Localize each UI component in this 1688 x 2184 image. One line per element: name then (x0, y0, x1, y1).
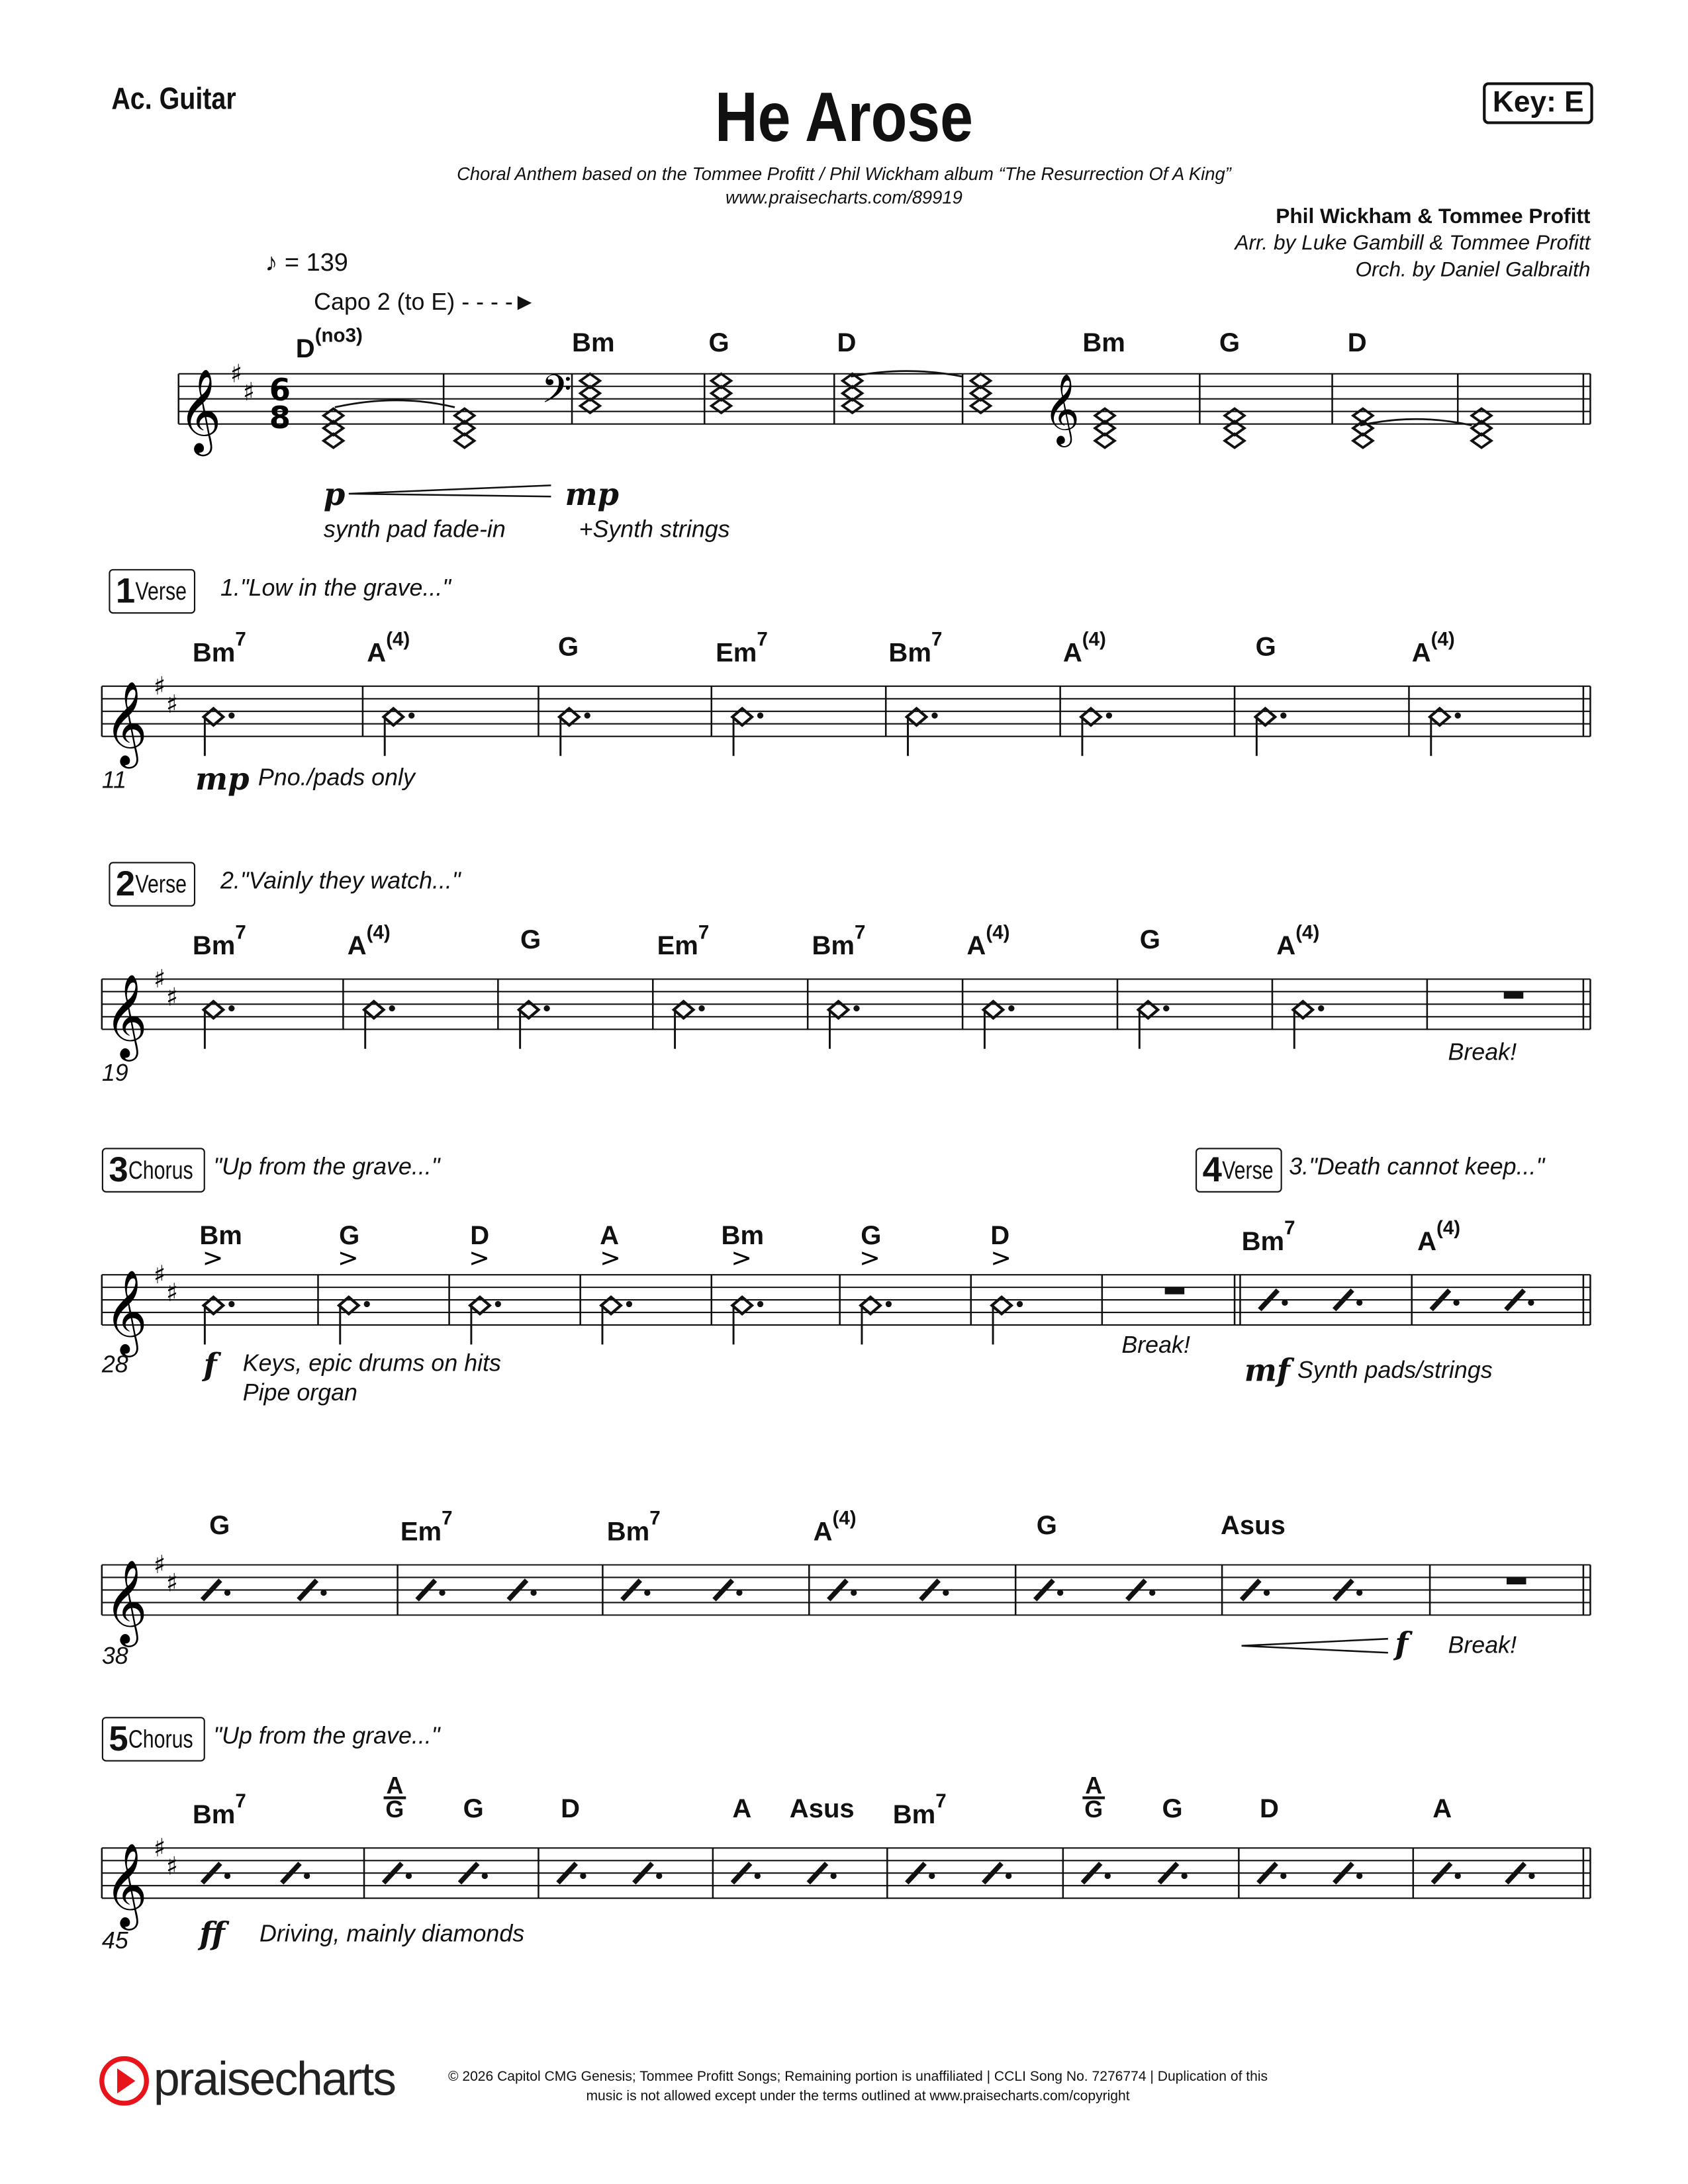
chord-symbol (470, 1222, 489, 1252)
dot (224, 1873, 230, 1879)
chord-symbol (1348, 329, 1367, 359)
section-number: 2 (115, 864, 136, 903)
treble-clef-icon: 𝄞 (105, 680, 148, 765)
chord-symbol (732, 1795, 751, 1825)
chord-symbol (813, 1506, 857, 1548)
chord-symbol (812, 920, 866, 962)
section-number: 4 (1202, 1150, 1222, 1189)
slash-chord (1082, 1772, 1105, 1823)
arranger: Arr. by Luke Gambill & Tommee Profitt (1235, 231, 1591, 255)
dot (931, 712, 937, 718)
play-logo-icon (98, 2054, 151, 2107)
dot (698, 1005, 704, 1011)
lyric-cue: "Up from the grave..." (213, 1722, 440, 1749)
chord-symbol (400, 1506, 453, 1548)
chord-name: Em (400, 1518, 442, 1547)
chord-symbol (1417, 1216, 1461, 1258)
chord-name: Asus (789, 1795, 855, 1825)
dot (736, 1590, 742, 1596)
chord-name: A (1411, 639, 1431, 669)
chord-name: G (861, 1222, 882, 1251)
chord-extension: 7 (855, 920, 866, 943)
chord-symbol (1037, 1512, 1057, 1542)
capo-text: Capo 2 (to E) (314, 289, 455, 316)
chord-extension: (4) (366, 920, 391, 943)
chord-name: A (367, 639, 387, 669)
dot (757, 712, 763, 718)
measure-number: 11 (101, 767, 127, 794)
chord-extension: (4) (1295, 920, 1320, 943)
chord-name: Bm (812, 932, 855, 962)
dot (1453, 1300, 1459, 1306)
performance-note: Break! (1448, 1039, 1517, 1066)
chord-name: Bm (892, 1801, 936, 1831)
chord-symbol (1221, 1512, 1286, 1542)
dot (1455, 712, 1461, 718)
dot (1528, 1873, 1534, 1879)
lyric-cue: 1."Low in the grave..." (220, 574, 451, 602)
chord-symbol (722, 1222, 765, 1252)
chord-symbol (892, 1789, 947, 1831)
treble-clef-icon: 𝄞 (105, 1842, 148, 1927)
sharp-icon: ♯ (165, 1278, 179, 1308)
key-badge: Key: E (1483, 82, 1593, 124)
chord-name: A (966, 932, 986, 962)
lyric-cue: 2."Vainly they watch..." (220, 867, 461, 894)
chord-symbol (520, 926, 541, 956)
dot (1006, 1873, 1011, 1879)
chord-name: G (1162, 1795, 1183, 1825)
dot (1318, 1005, 1324, 1011)
dot (1008, 1005, 1014, 1011)
performance-note: Keys, epic drums on hits (242, 1349, 501, 1377)
chord-symbol (790, 1795, 855, 1825)
chord-symbol (192, 627, 246, 670)
dot (656, 1873, 662, 1879)
dot (1105, 1873, 1111, 1879)
chord-extension: (4) (832, 1506, 857, 1529)
chord-name: A (1062, 639, 1082, 669)
dot (1280, 1873, 1286, 1879)
chord-symbol (209, 1512, 230, 1542)
performance-note: synth pad fade-in (323, 516, 506, 543)
chord-symbol (347, 920, 391, 962)
dot (585, 712, 590, 718)
sharp-icon: ♯ (153, 1259, 166, 1289)
chord-name: D (470, 1222, 490, 1251)
chord-name: G (339, 1222, 360, 1251)
sharp-icon: ♯ (153, 964, 166, 994)
composers: Phil Wickham & Tommee Profitt (1276, 205, 1591, 229)
performance-note: Break! (1448, 1631, 1517, 1659)
section-number: 3 (109, 1150, 128, 1189)
section-number: 1 (115, 570, 136, 610)
dot (1356, 1590, 1362, 1596)
dot (364, 1301, 370, 1307)
slash-chord-part: G (1084, 1796, 1103, 1823)
dot (1017, 1301, 1023, 1307)
rehearsal-mark (109, 862, 195, 906)
treble-clef-icon: 𝄞 (1043, 373, 1080, 445)
chord-symbol (561, 1795, 580, 1825)
dot (1163, 1005, 1169, 1011)
orchestrator: Orch. by Daniel Galbraith (1355, 257, 1591, 282)
treble-clef-icon: 𝄞 (105, 1559, 148, 1644)
chord-symbol (1411, 627, 1455, 670)
chord-symbol (966, 920, 1010, 962)
dot (757, 1301, 763, 1307)
rehearsal-mark (102, 1717, 205, 1761)
chord-symbol (1082, 329, 1125, 359)
chord-name: A (813, 1518, 833, 1547)
chord-extension: 7 (649, 1506, 661, 1529)
slash-chord-part: A (1085, 1772, 1103, 1799)
chord-name: Bm (192, 1801, 236, 1831)
dot (224, 1590, 230, 1596)
chord-symbol (1062, 627, 1106, 670)
dot (1356, 1873, 1362, 1879)
accent-mark: > (731, 1243, 753, 1273)
dot (1149, 1590, 1155, 1596)
chord-symbol (1241, 1216, 1295, 1258)
dot (1528, 1300, 1534, 1306)
chord-name: G (463, 1795, 484, 1825)
chord-symbol (606, 1506, 661, 1548)
measure-number: 45 (101, 1927, 128, 1954)
lyric-cue: "Up from the grave..." (213, 1153, 440, 1180)
chord-extension: (4) (1430, 627, 1455, 651)
chord-symbol (1140, 926, 1160, 956)
chord-name: G (1255, 633, 1276, 663)
chord-name: Bm (1241, 1228, 1285, 1257)
dot (853, 1005, 859, 1011)
dot (1182, 1873, 1188, 1879)
chord-symbol (657, 920, 710, 962)
chord-name: Bm (192, 639, 236, 669)
dot (530, 1590, 536, 1596)
logo-text: praisecharts (153, 2053, 395, 2107)
measure-number: 28 (101, 1351, 128, 1379)
slash-chord-part: A (386, 1772, 404, 1799)
chord-name: D (561, 1795, 581, 1825)
dot (929, 1873, 935, 1879)
dot (886, 1301, 892, 1307)
copyright-line-1: © 2026 Capitol CMG Genesis; Tommee Profitt Songs; Remaining portion is unaffiliated | CCLI Song No. 7276774 | Duplication of this (447, 2070, 1268, 2085)
sharp-icon: ♯ (165, 1568, 179, 1598)
accent-mark: > (600, 1243, 621, 1273)
chord-name: Bm (721, 1222, 765, 1251)
chord-name: Bm (606, 1518, 650, 1547)
dot (644, 1590, 650, 1596)
treble-clef-icon: 𝄞 (105, 1268, 148, 1353)
dot (1264, 1590, 1270, 1596)
chord-symbol (861, 1222, 881, 1252)
time-signature-top: 6 (269, 371, 291, 408)
chord-symbol (1256, 633, 1276, 664)
dashed-arrow-icon: - - - -► (455, 289, 537, 316)
accent-mark: > (202, 1243, 224, 1273)
dynamic-marking: mf (1244, 1353, 1290, 1389)
chord-name: A (1417, 1228, 1437, 1257)
measure-number: 38 (101, 1643, 128, 1670)
performance-note: Pno./pads only (258, 764, 415, 791)
chord-symbol (709, 329, 729, 359)
chord-symbol (199, 1222, 242, 1252)
chord-extension: (4) (386, 627, 410, 651)
dot (228, 712, 234, 718)
chord-extension: 7 (931, 627, 943, 651)
dynamic-marking: ff (199, 1916, 225, 1953)
chord-name: Em (716, 639, 757, 669)
chord-name: A (732, 1795, 752, 1825)
chord-symbol (990, 1222, 1009, 1252)
chord-symbol (1219, 329, 1240, 359)
chord-name: Bm (888, 639, 931, 669)
dynamic-marking: f (203, 1347, 217, 1384)
chord-name: G (1036, 1512, 1057, 1541)
chord-extension: (4) (1082, 627, 1106, 651)
performance-note: +Synth strings (579, 516, 730, 543)
chord-name: D (1347, 329, 1367, 359)
dot (304, 1873, 310, 1879)
dot (320, 1590, 326, 1596)
sharp-icon: ♯ (153, 671, 166, 701)
dot (755, 1873, 761, 1879)
section-label: Verse (1221, 1155, 1274, 1184)
chord-symbol (192, 920, 246, 962)
praisecharts-logo (98, 2053, 395, 2107)
slash-chord-part: G (385, 1796, 404, 1823)
chord-name: D (295, 335, 315, 365)
chord-extension: 7 (698, 920, 710, 943)
performance-note: Pipe organ (242, 1379, 357, 1406)
treble-clef-icon: 𝄞 (105, 973, 148, 1058)
dot (406, 1873, 412, 1879)
chord-symbol (572, 329, 615, 359)
accent-mark: > (337, 1243, 359, 1273)
chord-symbol (463, 1795, 484, 1825)
dot (228, 1301, 234, 1307)
dynamic-marking: f (1395, 1626, 1409, 1663)
lyric-cue: 3."Death cannot keep..." (1289, 1153, 1545, 1180)
tie (335, 400, 455, 408)
chord-name: G (520, 926, 541, 956)
rehearsal-mark (102, 1148, 205, 1192)
chord-name: A (347, 932, 367, 962)
dot (408, 712, 414, 718)
chord-name: A (1276, 932, 1296, 962)
dot (851, 1590, 857, 1596)
dot (1282, 1300, 1288, 1306)
dot (495, 1301, 501, 1307)
chord-symbol (295, 323, 363, 365)
accent-mark: > (469, 1243, 490, 1273)
copyright-line-2: music is not allowed except under the terms outlined at www.praisecharts.com/copyright (586, 2089, 1130, 2105)
chord-name: Em (657, 932, 698, 962)
chord-name: A (600, 1222, 620, 1251)
chord-name: D (1259, 1795, 1279, 1825)
measure-number: 19 (101, 1060, 128, 1087)
dot (1057, 1590, 1063, 1596)
instrument-label: Ac. Guitar (111, 81, 236, 116)
sharp-icon: ♯ (242, 377, 256, 406)
sharp-icon: ♯ (165, 689, 179, 719)
chord-symbol (888, 627, 943, 670)
sharp-icon: ♯ (153, 1833, 166, 1862)
accent-mark: > (859, 1243, 880, 1273)
chord-symbol (837, 329, 856, 359)
chord-symbol (1432, 1795, 1452, 1825)
chord-extension: (4) (1436, 1216, 1461, 1239)
section-label: Chorus (128, 1155, 193, 1184)
crescendo-hairpin (1242, 1639, 1388, 1653)
dot (439, 1590, 445, 1596)
bass-clef-icon: 𝄢 (541, 365, 572, 422)
chord-extension: 7 (235, 1789, 246, 1812)
chord-symbol (1162, 1795, 1182, 1825)
chord-name: G (1139, 926, 1160, 956)
performance-note: Break! (1121, 1332, 1190, 1359)
dot (482, 1873, 488, 1879)
sharp-icon: ♯ (230, 359, 243, 388)
dot (1455, 1873, 1461, 1879)
sharp-icon: ♯ (165, 982, 179, 1012)
dot (626, 1301, 632, 1307)
whole-rest (1507, 1577, 1526, 1584)
chord-name: Bm (1082, 329, 1125, 359)
chord-symbol (1276, 920, 1320, 962)
dot (580, 1873, 586, 1879)
dot (943, 1590, 949, 1596)
chord-name: Asus (1220, 1512, 1286, 1541)
slash-chord (384, 1772, 406, 1823)
subtitle: Choral Anthem based on the Tommee Profitt / Phil Wickham album “The Resurrection Of A King” (457, 163, 1231, 185)
chart-url: www.praisecharts.com/89919 (726, 187, 962, 208)
sharp-icon: ♯ (165, 1851, 179, 1881)
dot (831, 1873, 837, 1879)
performance-note: Synth pads/strings (1297, 1357, 1493, 1384)
treble-clef-icon: 𝄞 (178, 367, 222, 453)
section-label: Verse (135, 869, 187, 898)
performance-note: Driving, mainly diamonds (259, 1920, 525, 1947)
chord-extension: 7 (235, 627, 246, 651)
chord-name: G (1219, 329, 1241, 359)
tempo-marking: ♪ = 139 (265, 248, 348, 277)
chord-symbol (367, 627, 410, 670)
dot (389, 1005, 395, 1011)
section-label: Verse (135, 576, 187, 605)
whole-rest (1504, 991, 1524, 999)
dot (1106, 712, 1112, 718)
dynamic-marking: mp (565, 477, 619, 514)
chord-symbol (558, 633, 579, 664)
chord-extension: 7 (442, 1506, 453, 1529)
chord-name: D (990, 1222, 1010, 1251)
chord-name: G (209, 1512, 230, 1541)
dot (228, 1005, 234, 1011)
time-signature-bottom: 8 (269, 399, 291, 435)
song-title: He Arose (715, 78, 973, 157)
dynamic-marking: mp (195, 761, 250, 798)
chord-symbol (1260, 1795, 1279, 1825)
chord-symbol (339, 1222, 359, 1252)
chord-extension: (4) (986, 920, 1010, 943)
chord-name: Bm (192, 932, 236, 962)
chord-symbol (192, 1789, 246, 1831)
section-label: Chorus (128, 1724, 193, 1752)
dynamic-marking: p (323, 477, 346, 514)
chord-extension: 7 (935, 1789, 947, 1812)
chord-symbol (716, 627, 768, 670)
chord-extension: 7 (757, 627, 768, 651)
dot (1280, 712, 1286, 718)
chord-name: A (1432, 1795, 1452, 1825)
chord-name: Bm (199, 1222, 242, 1251)
sharp-icon: ♯ (153, 1550, 166, 1580)
chord-name: G (708, 329, 729, 359)
rehearsal-mark (1196, 1148, 1282, 1192)
rehearsal-mark (109, 569, 195, 614)
crescendo-hairpin (349, 485, 551, 496)
chord-symbol (600, 1222, 619, 1252)
whole-rest (1165, 1287, 1185, 1295)
chord-extension: 7 (1284, 1216, 1295, 1239)
chord-extension: (no3) (314, 323, 363, 346)
section-number: 5 (109, 1719, 128, 1758)
chord-name: G (557, 633, 579, 663)
chord-name: D (837, 329, 857, 359)
accent-mark: > (990, 1243, 1012, 1273)
dot (1356, 1300, 1362, 1306)
chord-extension: 7 (235, 920, 246, 943)
chord-name: Bm (572, 329, 615, 359)
dot (543, 1005, 549, 1011)
